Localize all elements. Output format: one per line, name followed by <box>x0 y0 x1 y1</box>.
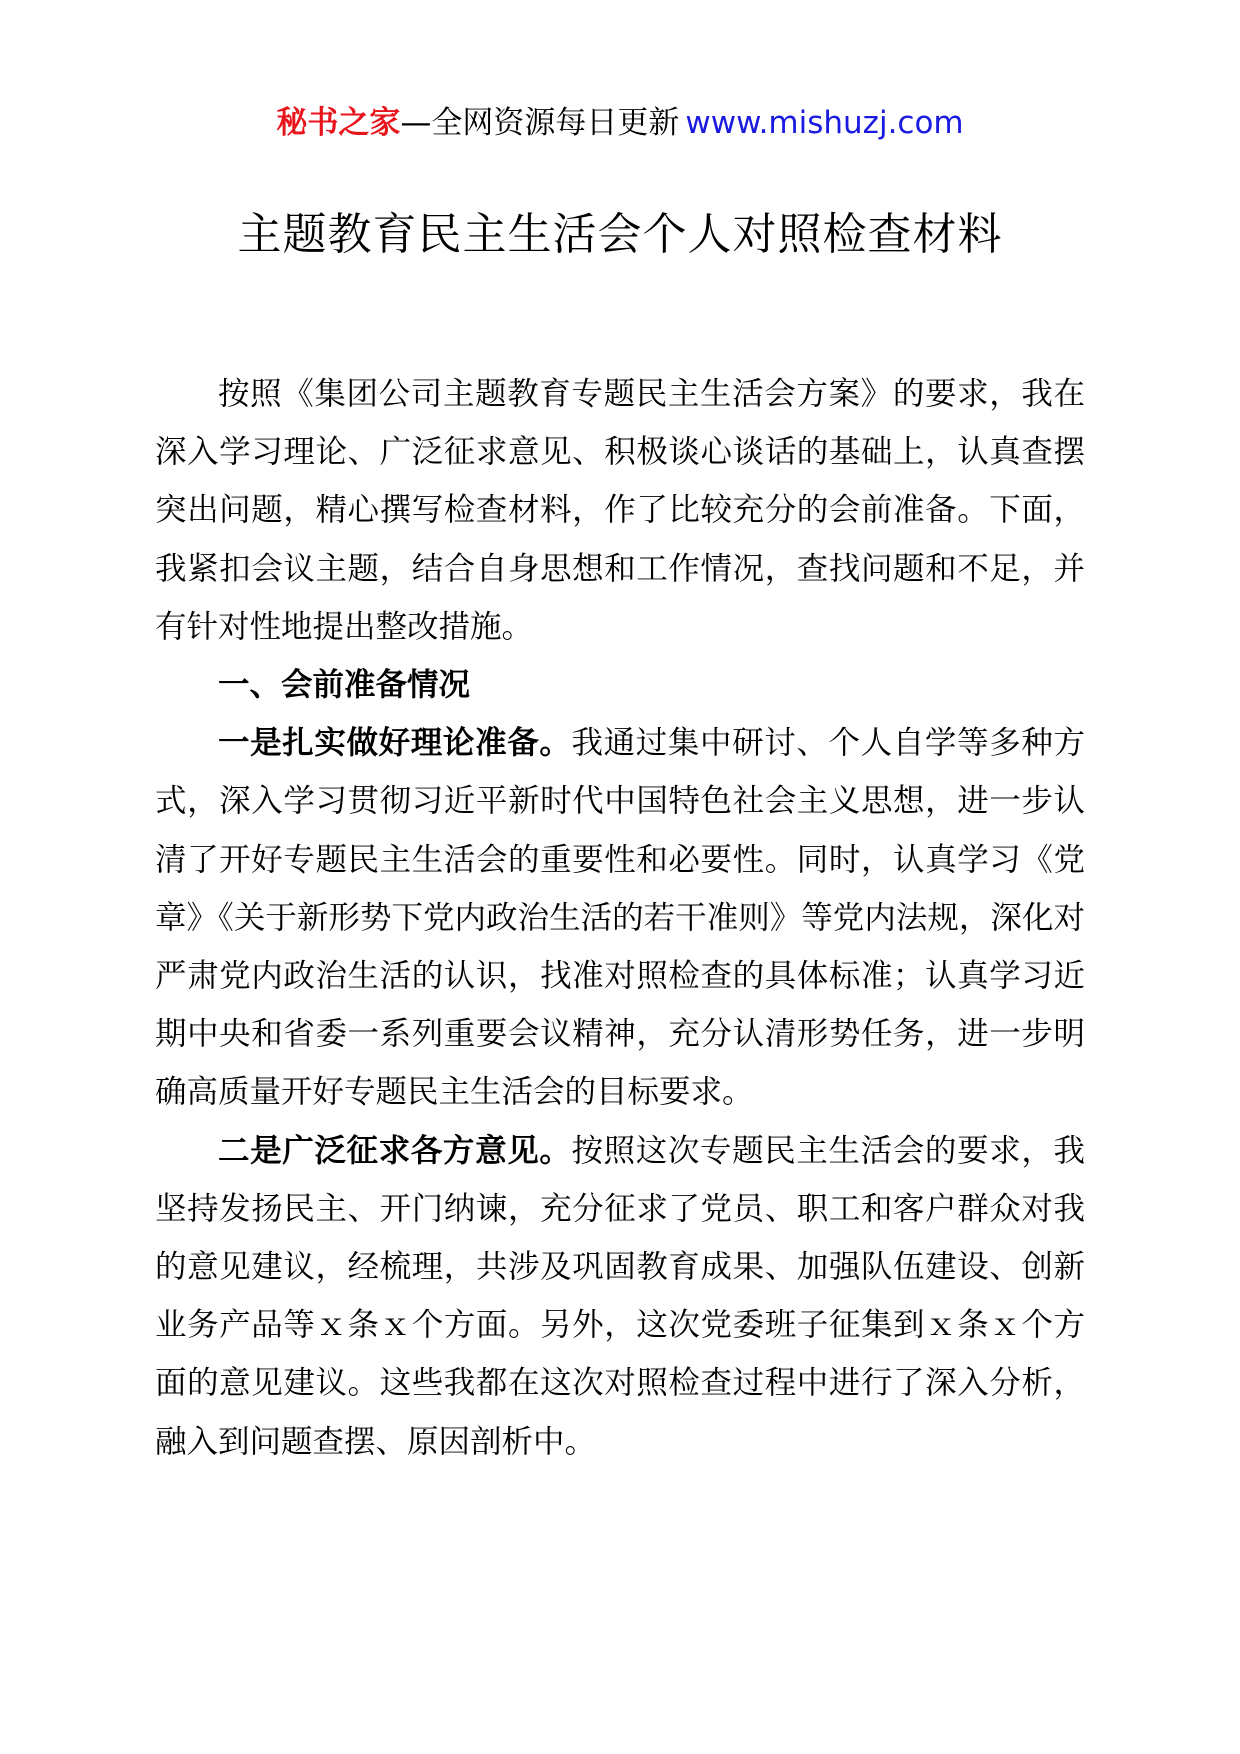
document-body <box>155 365 1085 1471</box>
site-url-link[interactable]: www.mishuzj.com <box>685 105 964 141</box>
site-header <box>0 100 1240 146</box>
paragraph-solicit-opinions <box>155 1122 1085 1471</box>
document-title: 主题教育民主生活会个人对照检查材料 <box>237 209 1003 260</box>
paragraph-lead: 一是扎实做好理论准备。 <box>218 725 572 762</box>
header-tagline: —全网资源每日更新 <box>400 105 680 141</box>
paragraph-text: 按照这次专题民主生活会的要求，我坚持发扬民主、开门纳谏，充分征求了党员、职工和客户群众对我的意见建议，经梳理，共涉及巩固教育成果、加强队伍建设、创新业务产品等ｘ条ｘ个方面。另外，这次党委班子征集到ｘ条ｘ个方面的意见建议。这些我都在这次对照检查过程中进行了深入分析，融入到问题查摆、原因剖析中。 <box>155 1132 1085 1460</box>
section-heading: 一、会前准备情况 <box>218 667 471 704</box>
paragraph-theory-preparation <box>155 714 1085 1121</box>
intro-paragraph: 按照《集团公司主题教育专题民主生活会方案》的要求，我在深入学习理论、广泛征求意见、积极谈心谈话的基础上，认真查摆突出问题，精心撰写检查材料，作了比较充分的会前准备。下面，我紧扣会议主题，结合自身思想和工作情况，查找问题和不足，并有针对性地提出整改措施。 <box>155 376 1085 645</box>
paragraph-lead: 二是广泛征求各方意见。 <box>218 1132 572 1169</box>
paragraph-text: 我通过集中研讨、个人自学等多种方式，深入学习贯彻习近平新时代中国特色社会主义思想，进一步认清了开好专题民主生活会的重要性和必要性。同时，认真学习《党章》《关于新形势下党内政治生活的若干准则》等党内法规，深化对严肃党内政治生活的认识，找准对照检查的具体标准；认真学习近期中央和省委一系列重要会议精神，充分认清形势任务，进一步明确高质量开好专题民主生活会的目标要求。 <box>155 725 1085 1111</box>
brand-name: 秘书之家 <box>276 105 401 141</box>
